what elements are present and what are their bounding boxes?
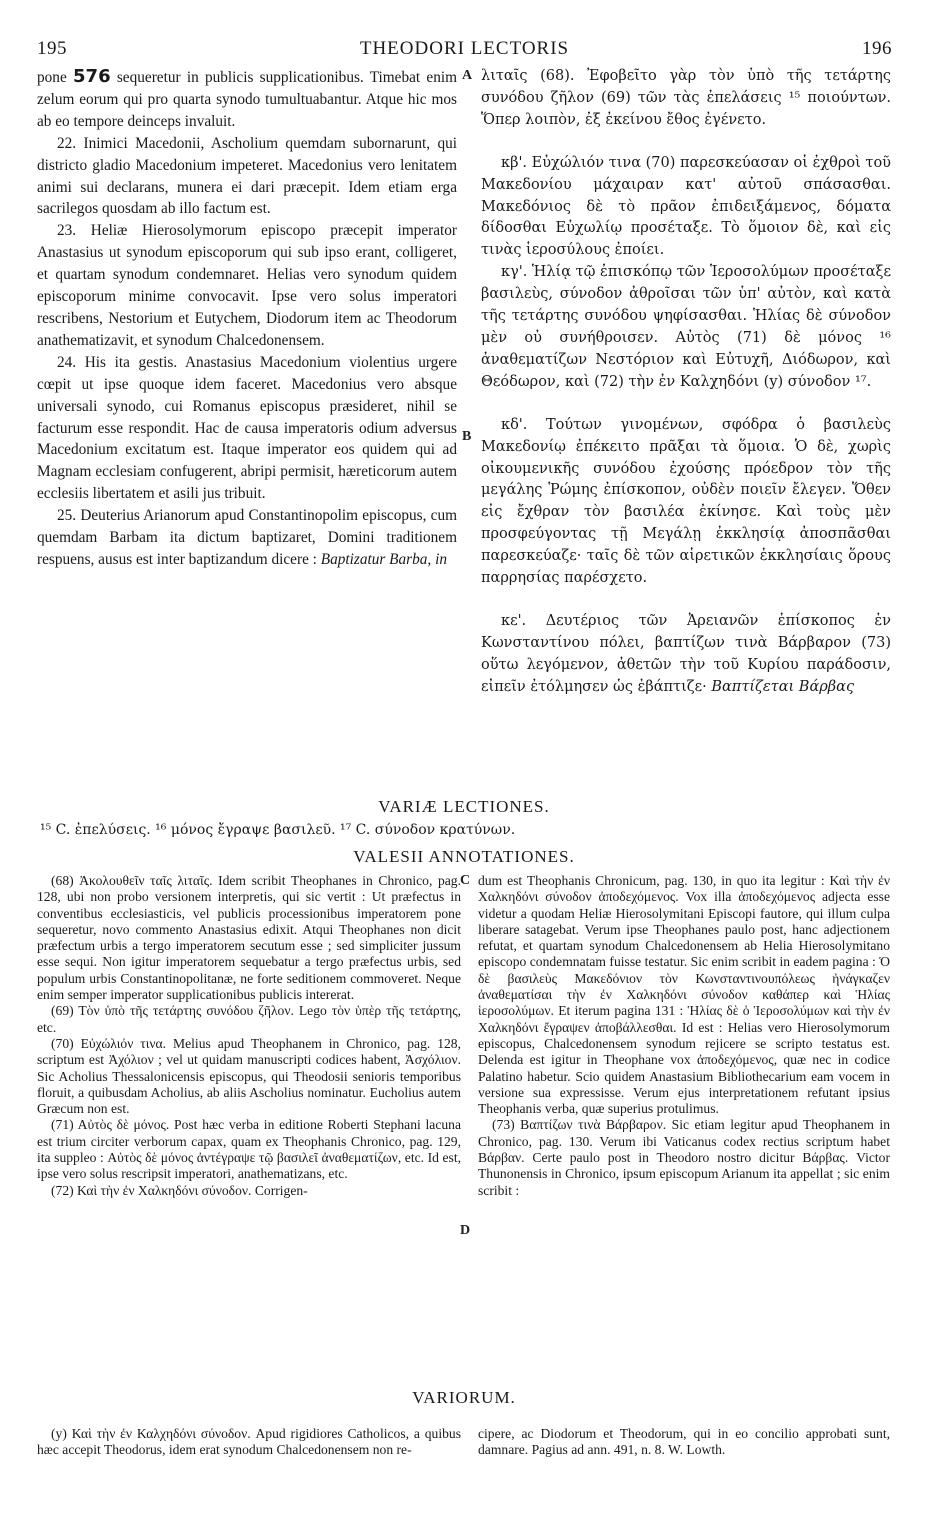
margin-letter-c: C bbox=[460, 873, 471, 888]
variorum-left: (y) Καὶ τὴν ἐν Καλχηδόνι σύνοδον. Apud rigidiores Catholicos, a quibus hæc accepit Theodorus, idem erat synodum Chalcedonensem non re- bbox=[37, 1425, 461, 1457]
page-title: THEODORI LECTORIS bbox=[359, 38, 570, 59]
valesii-right-column bbox=[478, 873, 890, 1199]
note-71: (71) Αὐτὸς δὲ μόνος. Post hæc verba in editione Roberti Stephani lacuna est trium circiter verborum capax, quam ex Theophanis Chronico, pag. 129, ita suppleo : Αὐτὸς δὲ μόνος ἀντέγραψε τῷ βασιλεῖ ἀναθεματίζων, etc. Id est, ipse vero solus rescripsit imperatori, anathematizans, etc. bbox=[37, 1117, 461, 1182]
greek-paragraph-23: κγ'. Ἡλίᾳ τῷ ἐπισκόπῳ τῶν Ἱεροσολύμων προσέταξε βασιλεὺς, σύνοδον ἀθροῖσαι τῶν ὑπ' αὐτὸν, καὶ κατὰ τῆς τετάρτης συνόδου ψηφίσασθαι. Ἡλίας δὲ σύνοδον μὲν οὐ συνήθροισεν. Αὐτὸς (71) δὲ μόνος ¹⁶ ἀναθεματίζων Νεστόριον καὶ Εὐτυχῆ, Διόδωρον, καὶ Θεόδωρον, καὶ (72) τὴν ἐν Καλχηδόνι (y) σύνοδον ¹⁷. bbox=[481, 264, 891, 390]
valesii-heading: VALESII ANNOTATIONES. bbox=[353, 847, 575, 866]
note-73: (73) Βαπτίζων τινὰ Βάρβαρον. Sic etiam legitur apud Theophanem in Chronico, pag. 130. Verum ibi Vaticanus codex rectius scriptum habet Βάρβαν. Certe paulo post in Theodoro nostro dicitur Βάρβας. Victor Thunonensis in Chronico, ipsum episcopum Arianum ita appellat ; sic enim scribit : bbox=[478, 1117, 890, 1198]
greek-paragraph-22: κβ'. Εὐχώλιόν τινα (70) παρεσκεύασαν οἱ ἐχθροὶ τοῦ Μακεδονίου μάχαιραν κατ' αὐτοῦ σπάσασθαι. Μακεδόνιος δὲ τὸ πρᾶον ἐπιδειξάμενος, δόματα δίδοσθαι Εὐχωλίῳ προσέταξε. Τὸ ὅμοιον δὲ, καὶ εἰς τινὰς ἱεροσύλους ἐποίει. bbox=[481, 154, 891, 259]
note-70: (70) Εὐχώλιόν τινα. Melius apud Theophanem in Chronico, pag. 128, scriptum est Ἀχόλιον ; vel ut quidam manuscripti codices habent, Ἀσχόλιον. Sic Acholius Thessalonicensis episcopus, qui Theodosii senioris temporibus floruit, a quibusdam Acholius, ab aliis Ascholius nominatur. Eucholius autem Græcum non est. bbox=[37, 1035, 461, 1117]
variorum-heading: VARIORUM. bbox=[412, 1388, 516, 1407]
valesii-left-column bbox=[37, 873, 461, 1199]
note-72-continued: dum est Theophanis Chronicum, pag. 130, in quo ita legitur : Καὶ τὴν ἐν Χαλκηδόνι σύνοδον ἀποδεχόμενος. Vox illa ἀποδεχόμενος adjecta esse videtur a quodam Heliæ Hierosolymitani Episcopi fautore, qui illum culpa liberare satagebat. Verum ipse Theophanes paulo post, hanc adjectionem refutat, et quartam synodum Chalcedonensem ab Helia Hierosolymitano episcopo condemnatam fuisse testatur. Sic enim scribit in eadem pagina : Ὁ δὲ βασιλεὺς Μακεδόνιον τὸν Κωνσταντινουπόλεως ἠνάγκαζεν ἀναθεματίσαι τὴν ἐν Χαλκηδόνι σύνοδον καθάπερ καὶ Ἡλίας ἱεροσολύμων. Et iterum pagina 131 : Ἡλίας δὲ ὁ Ἱεροσολύμων καὶ τὴν ἐν Χαλκηδόνι ἔγραψεν ἀποβάλλεσθαι. Id est : Helias vero Hierosolymorum episcopus, Chalcedonensem synodum rejicere se scripto testatus est. Delenda est igitur in Theophane vox ἀποδεχόμενος, quæ nec in codice Palatino habetur. Scio quidem Anastasium Bibliothecarium eam vocem in versione sua expressisse. Verum ejus interpretationem refutant ipsius Theophanis verba, quæ superius protulimus. bbox=[478, 873, 890, 1117]
greek-paragraph-intro: λιταῖς (68). Ἐφοβεῖτο γὰρ τὸν ὑπὸ τῆς τετάρτης συνόδου ζῆλον (69) τῶν τὰς ἐπελάσεις ¹⁵ ποιούντων. Ὅπερ λοιπὸν, ἐξ ἐκείνου ἔθος ἐγένετο. bbox=[481, 68, 891, 128]
latin-paragraph-25: 25. Deuterius Arianorum apud Constantinopolim episcopus, cum quemdam Barbam ita dictum baptizaret, Domini traditionem respuens, ausus est inter baptizandum dicere : Baptizatur Barba, in bbox=[37, 507, 457, 568]
page-number-right: 196 bbox=[862, 38, 892, 59]
note-68: (68) Ἀκολουθεῖν ταῖς λιταῖς. Idem scribit Theophanes in Chronico, pag. 128, ubi non probo versionem interpretis, qui sic vertit : Ut præfectus in conventibus ecclesiasticis, vel publicis processionibus imperatorem pone sequeretur, novo commento Anastasius edixit. Atqui Theophanes non dicit præfectum urbis a tergo imperatorem secutum esse ; sed simpliciter jussum esse sequi. Non igitur imperatorem sequebatur a tergo præfectus urbis, sed populum urbis Constantinopolitanæ, ne forte seditionem commoveret. Neque enim semper imperator supplicationibus publicis intererat. bbox=[37, 873, 461, 1003]
greek-column bbox=[481, 66, 891, 699]
margin-letter-a: A bbox=[462, 68, 473, 83]
variae-lectiones-heading: VARIÆ LECTIONES. bbox=[378, 797, 550, 816]
variae-lectiones-line: ¹⁵ C. ἐπελύσεις. ¹⁶ μόνος ἔγραψε βασιλεῦ. ¹⁷ C. σύνοδον κρατύνων. bbox=[40, 822, 516, 838]
margin-letter-d: D bbox=[460, 1223, 471, 1238]
margin-letter-b: B bbox=[462, 429, 472, 444]
running-header bbox=[37, 38, 892, 60]
note-69: (69) Τὸν ὑπὸ τῆς τετάρτης συνόδου ζῆλον. Lego τὸν ὑπὲρ τῆς τετάρτης, etc. bbox=[37, 1003, 461, 1035]
latin-paragraph-22: 22. Inimici Macedonii, Ascholium quemdam subornarunt, qui districto gladio Macedonium impeteret. Macedonius vero lenitatem animi sui declarans, munera ei dari præcepit. Idem etiam erga sacrilegos quosdam ab illo factum est. bbox=[37, 134, 457, 218]
greek-paragraph-24: κδ'. Τούτων γινομένων, σφόδρα ὁ βασιλεὺς Μακεδονίῳ ἐπέκειτο πρᾶξαι τὰ ὅμοια. Ὁ δὲ, χωρὶς οἰκουμενικῆς συνόδου ἐχούσης πρόεδρον τὸν τῆς μεγάλης Ῥώμης ἐπίσκοπον, οὐδὲν ποιεῖν ἔλεγεν. Ὅθεν εἰς ἔχθραν τὸν βασιλέα ἐκίνησε. Καὶ τοὺς μὲν προσφεύγοντας τῇ Μεγάλῃ ἐκκλησίᾳ ἀποσπᾶσθαι παρεσκεύαζε· ταῖς δὲ τῶν αἱρετικῶν ἐκκλησίαις ὅρους παρρησίας παρέσχετο. bbox=[481, 416, 891, 587]
latin-paragraph-intro: pone 576 sequeretur in publicis supplicationibus. Timebat enim zelum eorum qui pro quarta synodo tumultuabantur. Atque hic mos ab eo tempore deinceps invaluit. bbox=[37, 66, 458, 130]
column-number-576: 576 bbox=[73, 66, 111, 87]
note-72: (72) Καὶ τὴν ἐν Χαλκηδόνι σύνοδον. Corrigen- bbox=[51, 1182, 308, 1198]
greek-paragraph-25: κε'. Δευτέριος τῶν Ἀρειανῶν ἐπίσκοπος ἐν Κωνσταντίνου πόλει, βαπτίζων τινὰ Βάρβαρον (73) οὕτω λεγόμενον, ἀθετῶν τὴν τοῦ Κυρίου παράδοσιν, εἰπεῖν ἐτόλμησεν ὡς ἐβάπτιζε· Βαπτίζεται Βάρβας bbox=[481, 612, 891, 695]
latin-column bbox=[37, 66, 457, 571]
latin-paragraph-23: 23. Heliæ Hierosolymorum episcopo præcepit imperator Anastasius ut synodum episcoporum qui sub ipso erant, colligeret, et quartam synodum condemnaret. Helias vero synodum quidem episcoporum minime convocavit. Ipse vero solus imperatori rescribens, Nestorium et Eutychem, Diodorum item ac Theodorum anathematizavit, et synodum Chalcedonensem. bbox=[37, 222, 457, 349]
page-number-left: 195 bbox=[37, 38, 67, 59]
latin-paragraph-24: 24. His ita gestis. Anastasius Macedonium violentius urgere cœpit ut ipse quoque idem faceret. Macedonius vero absque universali synodo, cui Romanus episcopus præsideret, nihil se facturum esse respondit. Hac de causa imperatoris odium adversus Macedonium excitatum est. Itaque imperator eos quidem qui ad Magnam ecclesiam confugerent, abripi permisit, hæreticorum autem ecclesiis libertatem et asili jus tribuit. bbox=[37, 353, 457, 503]
variorum-right: cipere, ac Diodorum et Theodorum, qui in eo concilio approbati sunt, damnare. Pagius ad ann. 491, n. 8. W. Lowth. bbox=[478, 1425, 890, 1457]
